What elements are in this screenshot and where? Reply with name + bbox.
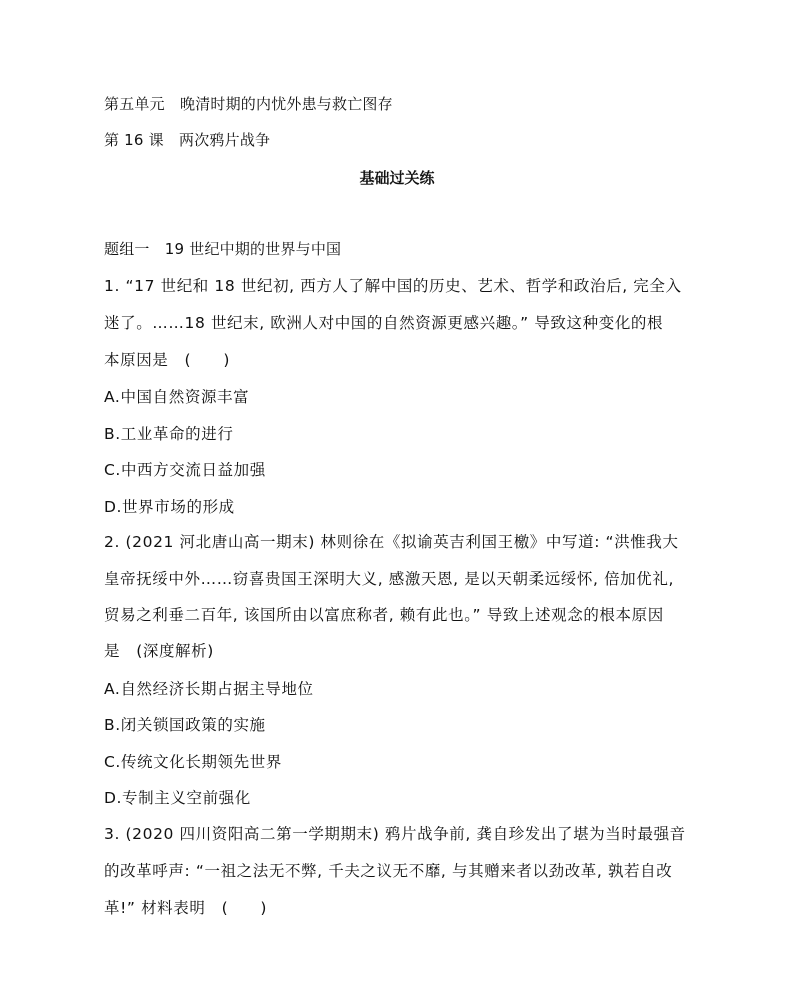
question-2-option-c: C.传统文化长期领先世界 xyxy=(104,753,282,771)
question-1-line-3: 本原因是 ( ) xyxy=(104,351,230,369)
group-title: 题组一 19 世纪中期的世界与中国 xyxy=(104,240,342,258)
question-1-option-b: B.工业革命的进行 xyxy=(104,425,234,443)
question-1-option-a: A.中国自然资源丰富 xyxy=(104,388,250,406)
question-2-line-1: 2. (2021 河北唐山高一期末) 林则徐在《拟谕英吉利国王檄》中写道: “洪惟我大 xyxy=(104,533,679,551)
question-2-line-2: 皇帝抚绥中外……窃喜贵国王深明大义, 感激天恩, 是以天朝柔远绥怀, 倍加优礼, xyxy=(104,570,674,588)
question-2-line-3: 贸易之利垂二百年, 该国所由以富庶称者, 赖有此也。” 导致上述观念的根本原因 xyxy=(104,606,664,624)
question-2-option-a: A.自然经济长期占据主导地位 xyxy=(104,680,314,698)
section-title: 基础过关练 xyxy=(359,169,435,187)
question-3-line-1: 3. (2020 四川资阳高二第一学期期末) 鸦片战争前, 龚自珍发出了堪为当时最强音 xyxy=(104,825,686,843)
question-1-line-1: 1. “17 世纪和 18 世纪初, 西方人了解中国的历史、艺术、哲学和政治后, 完全入 xyxy=(104,277,682,295)
question-3-line-2: 的改革呼声: “一祖之法无不弊, 千夫之议无不靡, 与其赠来者以劲改革, 孰若自改 xyxy=(104,862,673,880)
question-1-option-d: D.世界市场的形成 xyxy=(104,498,235,516)
question-2-option-b: B.闭关锁国政策的实施 xyxy=(104,716,266,734)
question-2-line-4: 是 (深度解析) xyxy=(104,642,214,660)
unit-title: 第五单元 晚清时期的内忧外患与救亡图存 xyxy=(104,95,393,113)
question-1-option-c: C.中西方交流日益加强 xyxy=(104,461,266,479)
lesson-title: 第 16 课 两次鸦片战争 xyxy=(104,131,271,149)
question-1-line-2: 迷了。……18 世纪末, 欧洲人对中国的自然资源更感兴趣。” 导致这种变化的根 xyxy=(104,314,664,332)
question-2-option-d: D.专制主义空前强化 xyxy=(104,789,251,807)
question-3-line-3: 革!” 材料表明 ( ) xyxy=(104,899,268,917)
